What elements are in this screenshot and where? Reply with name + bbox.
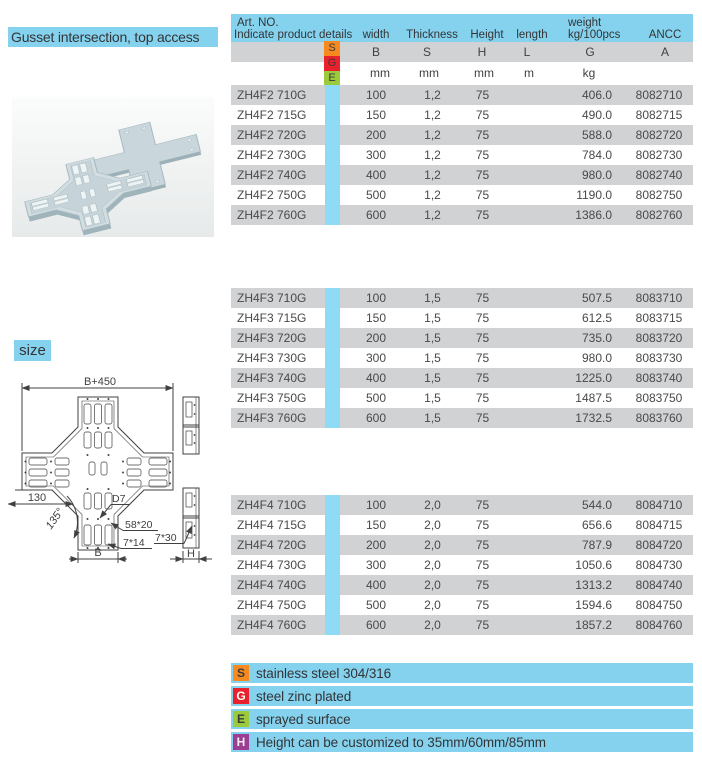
cell-weight: 544.0 [581,498,612,512]
cell-weight: 735.0 [581,331,612,345]
row-marker-strip [322,535,342,555]
unit-weight: kg [582,66,596,80]
dim-label-135: 135° [43,506,67,532]
row-marker-strip [322,85,342,105]
marker-strip-bar [325,288,340,308]
marker-strip-bar [325,205,340,225]
cell-art-no: ZH4F3 720G [237,331,307,345]
cell-art-no: ZH4F2 760G [237,208,307,222]
table-row [231,85,693,105]
symbol-s: S [422,45,432,59]
size-label: size [14,340,51,361]
marker-strip-bar [325,105,340,125]
cell-height: 75 [475,598,490,612]
cell-height: 75 [475,208,490,222]
cell-weight: 1732.5 [575,411,612,425]
row-marker-strip [322,165,342,185]
row-marker-strip [322,595,342,615]
cell-ancc: 8084730 [635,558,683,572]
table-row [231,185,693,205]
cell-height: 75 [475,311,490,325]
table-group-zh4f2 [231,85,693,225]
cell-width: 100 [365,291,387,305]
table-row [231,515,693,535]
table-row [231,408,693,428]
cell-art-no: ZH4F3 760G [237,411,307,425]
cell-thickness: 1,5 [424,311,441,325]
cell-height: 75 [475,88,490,102]
cell-weight: 507.5 [581,291,612,305]
marker-strip-bar [325,348,340,368]
cell-thickness: 2,0 [424,538,441,552]
unit-thickness: mm [419,66,439,80]
marker-box-e: E [324,71,340,86]
table-row [231,595,693,615]
cell-weight: 787.9 [581,538,612,552]
cell-weight: 656.6 [581,518,612,532]
table-row [231,388,693,408]
cell-ancc: 8083730 [635,351,683,365]
cell-width: 300 [365,351,387,365]
cell-thickness: 1,2 [424,148,441,162]
legend-key-box: H [233,734,249,750]
cell-art-no: ZH4F4 720G [237,538,307,552]
dim-label-7x14: 7*14 [123,537,145,549]
cell-height: 75 [475,371,490,385]
cell-ancc: 8084760 [635,618,683,632]
cell-width: 150 [365,311,387,325]
table-group-zh4f3 [231,288,693,428]
table-row [231,555,693,575]
cell-height: 75 [475,148,490,162]
cell-thickness: 1,2 [424,168,441,182]
dim-label-58x20: 58*20 [125,519,153,531]
cell-width: 200 [365,331,387,345]
cell-width: 500 [365,598,387,612]
cell-thickness: 1,2 [424,128,441,142]
table-row [231,288,693,308]
legend-text: steel zinc plated [256,688,352,704]
cell-thickness: 2,0 [424,558,441,572]
col-header-ancc: ANCC [648,29,682,41]
legend-row [231,732,693,752]
cell-height: 75 [475,351,490,365]
dim-label-130: 130 [27,492,47,504]
cell-weight: 1050.6 [575,558,612,572]
table-row [231,125,693,145]
cell-height: 75 [475,578,490,592]
table-row [231,348,693,368]
table-row [231,308,693,328]
cell-art-no: ZH4F4 750G [237,598,307,612]
cell-thickness: 1,5 [424,371,441,385]
cell-width: 150 [365,108,387,122]
cell-art-no: ZH4F2 720G [237,128,307,142]
cell-weight: 1857.2 [575,618,612,632]
marker-strip-bar [325,328,340,348]
cell-width: 200 [365,538,387,552]
cell-art-no: ZH4F3 715G [237,311,307,325]
cell-width: 200 [365,128,387,142]
cell-height: 75 [475,498,490,512]
row-marker-strip [322,125,342,145]
cell-art-no: ZH4F4 730G [237,558,307,572]
symbol-l: L [523,45,531,59]
table-row [231,145,693,165]
cell-ancc: 8084715 [635,518,683,532]
spec-table [231,0,693,776]
legend-row [231,709,693,729]
cell-ancc: 8082740 [635,168,683,182]
cell-height: 75 [475,538,490,552]
cell-height: 75 [475,168,490,182]
cell-width: 600 [365,618,387,632]
cell-height: 75 [475,331,490,345]
row-marker-strip [322,615,342,635]
cell-height: 75 [475,391,490,405]
legend [231,663,693,755]
cell-ancc: 8082720 [635,128,683,142]
cell-art-no: ZH4F3 750G [237,391,307,405]
cell-weight: 980.0 [581,168,612,182]
cell-thickness: 1,5 [424,291,441,305]
cell-ancc: 8082750 [635,188,683,202]
table-header [231,14,693,42]
cell-art-no: ZH4F2 710G [237,88,307,102]
cell-weight: 784.0 [581,148,612,162]
col-header-length: length [516,29,548,41]
cell-thickness: 1,5 [424,391,441,405]
cell-width: 500 [365,391,387,405]
col-header-weight: weight [568,17,602,29]
cell-width: 600 [365,411,387,425]
table-row [231,368,693,388]
dim-label-b: B [94,547,102,559]
cell-ancc: 8084740 [635,578,683,592]
dim-label-b450: B+450 [83,376,117,388]
legend-key-box: E [233,711,249,727]
marker-strip-bar [325,125,340,145]
cell-height: 75 [475,411,490,425]
unit-length: m [524,66,534,80]
cell-height: 75 [475,291,490,305]
row-marker-strip [322,145,342,165]
cell-ancc: 8084710 [635,498,683,512]
row-marker-strip [322,185,342,205]
marker-strip-bar [325,615,340,635]
marker-strip-bar [325,515,340,535]
dimension-drawing [5,365,225,595]
unit-width: mm [370,66,390,80]
dim-label-7x30: 7*30 [155,532,177,544]
cell-width: 300 [365,148,387,162]
symbol-h: H [477,45,487,59]
marker-strip-bar [325,308,340,328]
cell-thickness: 1,5 [424,351,441,365]
cell-width: 600 [365,208,387,222]
marker-strip-bar [325,145,340,165]
cell-ancc: 8083710 [635,291,683,305]
row-marker-strip [322,368,342,388]
table-group-zh4f4 [231,495,693,635]
symbol-g: G [585,45,595,59]
cell-ancc: 8082715 [635,108,683,122]
drawing-lines [8,383,212,563]
symbol-b: B [371,45,381,59]
marker-strip-bar [325,535,340,555]
cell-art-no: ZH4F3 740G [237,371,307,385]
cell-art-no: ZH4F2 750G [237,188,307,202]
cell-thickness: 1,2 [424,208,441,222]
row-marker-strip [322,515,342,535]
marker-box-g: G [324,56,340,71]
cell-ancc: 8084720 [635,538,683,552]
cell-art-no: ZH4F2 740G [237,168,307,182]
table-row [231,535,693,555]
cell-height: 75 [475,128,490,142]
row-marker-strip [322,555,342,575]
cell-height: 75 [475,188,490,202]
cell-ancc: 8083760 [635,411,683,425]
cell-art-no: ZH4F3 730G [237,351,307,365]
marker-strip-bar [325,185,340,205]
legend-row [231,663,693,683]
cell-weight: 406.0 [581,88,612,102]
marker-strip-bar [325,388,340,408]
table-row [231,615,693,635]
legend-text: sprayed surface [256,711,351,727]
cell-art-no: ZH4F4 740G [237,578,307,592]
table-row [231,205,693,225]
cell-art-no: ZH4F2 730G [237,148,307,162]
row-marker-strip [322,388,342,408]
cell-thickness: 2,0 [424,578,441,592]
row-marker-strip [322,105,342,125]
row-marker-strip [322,205,342,225]
cell-ancc: 8083750 [635,391,683,405]
dim-label-d7: D7 [112,493,126,505]
cell-weight: 1313.2 [575,578,612,592]
col-header-weight-unit: kg/100pcs [568,29,621,41]
table-units-row [231,62,693,85]
cell-thickness: 2,0 [424,598,441,612]
marker-strip-bar [325,408,340,428]
cell-art-no: ZH4F4 760G [237,618,307,632]
cell-thickness: 1,5 [424,331,441,345]
unit-height: mm [474,66,494,80]
cell-width: 150 [365,518,387,532]
cell-ancc: 8082710 [635,88,683,102]
cell-thickness: 1,2 [424,108,441,122]
cell-ancc: 8083740 [635,371,683,385]
cell-art-no: ZH4F3 710G [237,291,307,305]
cell-art-no: ZH4F4 715G [237,518,307,532]
cell-ancc: 8083715 [635,311,683,325]
row-marker-strip [322,308,342,328]
row-marker-strip [322,575,342,595]
legend-row [231,686,693,706]
row-marker-strip [322,348,342,368]
cell-ancc: 8082730 [635,148,683,162]
cell-thickness: 1,2 [424,188,441,202]
cell-weight: 1190.0 [576,188,612,202]
table-row [231,575,693,595]
cell-art-no: ZH4F2 715G [237,108,307,122]
table-row [231,328,693,348]
cell-width: 100 [365,498,387,512]
marker-strip-bar [325,368,340,388]
page-title: Gusset intersection, top access [8,27,218,47]
table-row [231,165,693,185]
legend-text: Height can be customized to 35mm/60mm/85mm [256,734,546,750]
cell-weight: 612.5 [581,311,612,325]
legend-key-box: G [233,688,249,704]
col-header-width: width [362,29,390,41]
cell-width: 300 [365,558,387,572]
cell-ancc: 8084750 [635,598,683,612]
cell-weight: 588.0 [581,128,612,142]
table-row [231,105,693,125]
marker-box-s: S [324,41,340,56]
cell-ancc: 8082760 [635,208,683,222]
indicate-details-label: Indicate product details [234,29,353,41]
table-subheader [231,42,693,62]
marker-strip-bar [325,575,340,595]
cell-thickness: 2,0 [424,618,441,632]
cell-thickness: 2,0 [424,498,441,512]
marker-strip-bar [325,595,340,615]
cell-height: 75 [475,558,490,572]
dim-label-h: H [187,548,195,560]
cell-height: 75 [475,108,490,122]
cell-width: 100 [365,88,387,102]
marker-strip-bar [325,555,340,575]
cell-weight: 490.0 [581,108,612,122]
marker-strip-bar [325,85,340,105]
cell-art-no: ZH4F4 710G [237,498,307,512]
cell-thickness: 2,0 [424,518,441,532]
legend-text: stainless steel 304/316 [256,665,392,681]
col-header-height: Height [470,29,504,41]
row-marker-strip [322,408,342,428]
row-marker-strip [322,328,342,348]
legend-key-box: S [233,665,249,681]
cell-weight: 1386.0 [575,208,612,222]
cell-height: 75 [475,518,490,532]
cell-width: 400 [365,578,387,592]
cell-weight: 1225.0 [575,371,612,385]
cell-width: 400 [365,371,387,385]
symbol-a: A [660,45,670,59]
col-header-thickness: Thickness [406,29,458,41]
cell-width: 400 [365,168,387,182]
cell-width: 500 [365,188,387,202]
cell-thickness: 1,5 [424,411,441,425]
cell-weight: 1487.5 [575,391,612,405]
art-no-label: Art. NO. [237,17,279,29]
cell-height: 75 [475,618,490,632]
cell-weight: 980.0 [581,351,612,365]
marker-strip-bar [325,165,340,185]
row-marker-strip [322,495,342,515]
table-row [231,495,693,515]
cell-ancc: 8083720 [635,331,683,345]
row-marker-strip [322,288,342,308]
marker-strip-bar [325,495,340,515]
cell-thickness: 1,2 [424,88,441,102]
product-photo [12,97,214,237]
cell-weight: 1594.6 [575,598,612,612]
